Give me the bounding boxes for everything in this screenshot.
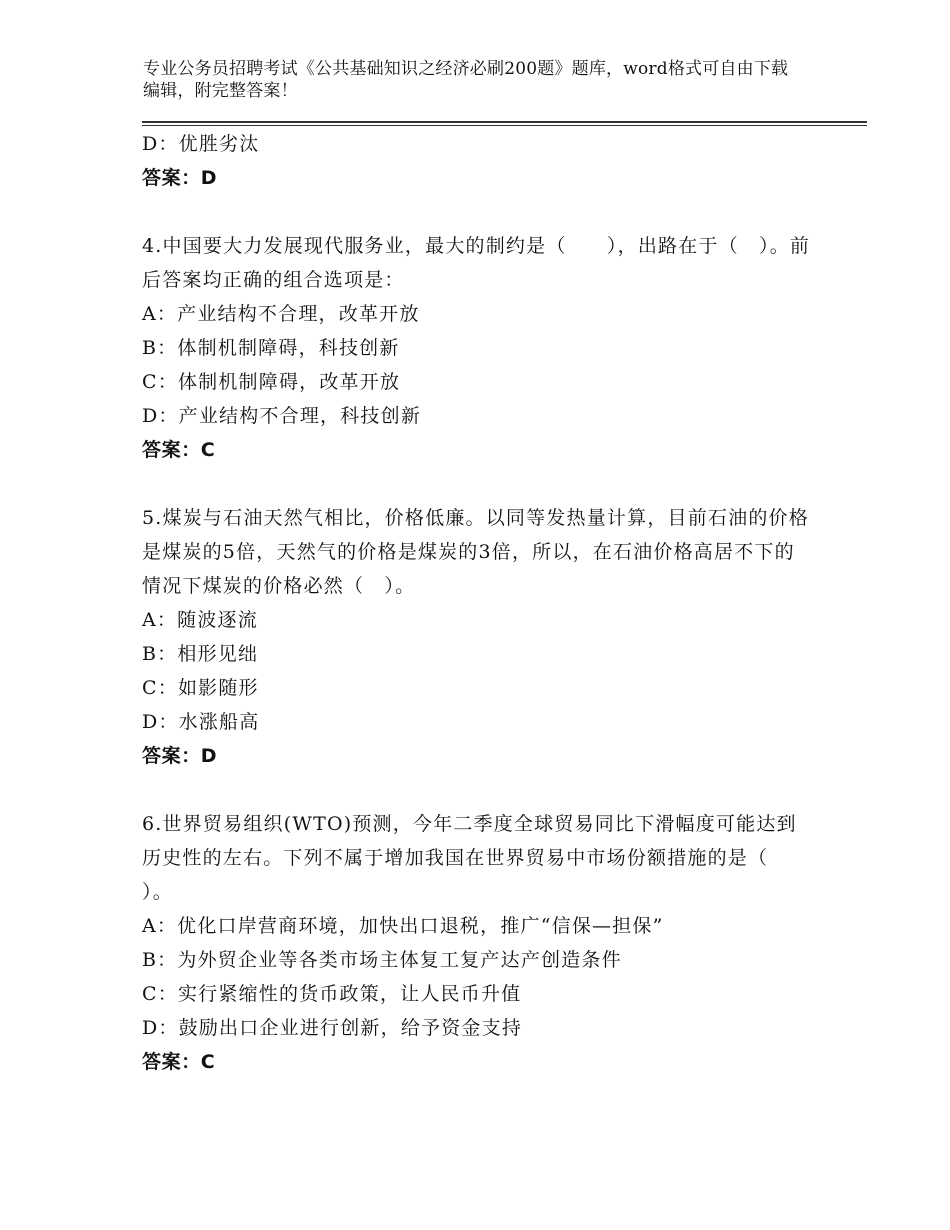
question-stem: 4.中国要大力发展现代服务业，最大的制约是（ ），出路在于（ ）。前后答案均正确的组合选项是： bbox=[142, 235, 811, 291]
question-gap bbox=[142, 773, 812, 807]
question-gap bbox=[142, 467, 812, 501]
option-d: D：鼓励出口企业进行创新，给予资金支持 bbox=[142, 1017, 523, 1039]
question-5 bbox=[142, 501, 812, 773]
answer-label: 答案：D bbox=[142, 745, 218, 767]
option-d: D：水涨船高 bbox=[142, 711, 260, 733]
question-stem: 6.世界贸易组织(WTO)预测，今年二季度全球贸易同比下滑幅度可能达到历史性的左右。下列不属于增加我国在世界贸易中市场份额措施的是（ ）。 bbox=[142, 813, 809, 903]
header-divider-thin bbox=[142, 125, 867, 126]
option-a: A：随波逐流 bbox=[142, 609, 258, 631]
question-6 bbox=[142, 807, 812, 1079]
answer-label: 答案：C bbox=[142, 439, 216, 461]
page-header-title: 专业公务员招聘考试《公共基础知识之经济必刷200题》题库，word格式可自由下载编辑，附完整答案！ bbox=[143, 59, 789, 101]
option-a: A：产业结构不合理，改革开放 bbox=[142, 303, 420, 325]
carryover-option-d: D：优胜劣汰 bbox=[142, 133, 260, 155]
question-4 bbox=[142, 229, 812, 467]
option-c: C：实行紧缩性的货币政策，让人民币升值 bbox=[142, 983, 522, 1005]
option-a: A：优化口岸营商环境，加快出口退税，推广“信保—担保” bbox=[142, 915, 664, 937]
option-d: D：产业结构不合理，科技创新 bbox=[142, 405, 422, 427]
header-divider-thick bbox=[142, 121, 867, 123]
question-stem: 5.煤炭与石油天然气相比，价格低廉。以同等发热量计算，目前石油的价格是煤炭的5倍，天然气的价格是煤炭的3倍，所以，在石油价格高居不下的情况下煤炭的价格必然（ ）。 bbox=[142, 507, 809, 597]
option-b: B：体制机制障碍，科技创新 bbox=[142, 337, 400, 359]
option-c: C：如影随形 bbox=[142, 677, 259, 699]
option-b: B：相形见绌 bbox=[142, 643, 259, 665]
option-c: C：体制机制障碍，改革开放 bbox=[142, 371, 401, 393]
carryover-answer: 答案：D bbox=[142, 167, 218, 189]
option-b: B：为外贸企业等各类市场主体复工复产达产创造条件 bbox=[142, 949, 622, 971]
question-content bbox=[142, 127, 812, 1079]
answer-label: 答案：C bbox=[142, 1051, 216, 1073]
question-gap bbox=[142, 195, 812, 229]
